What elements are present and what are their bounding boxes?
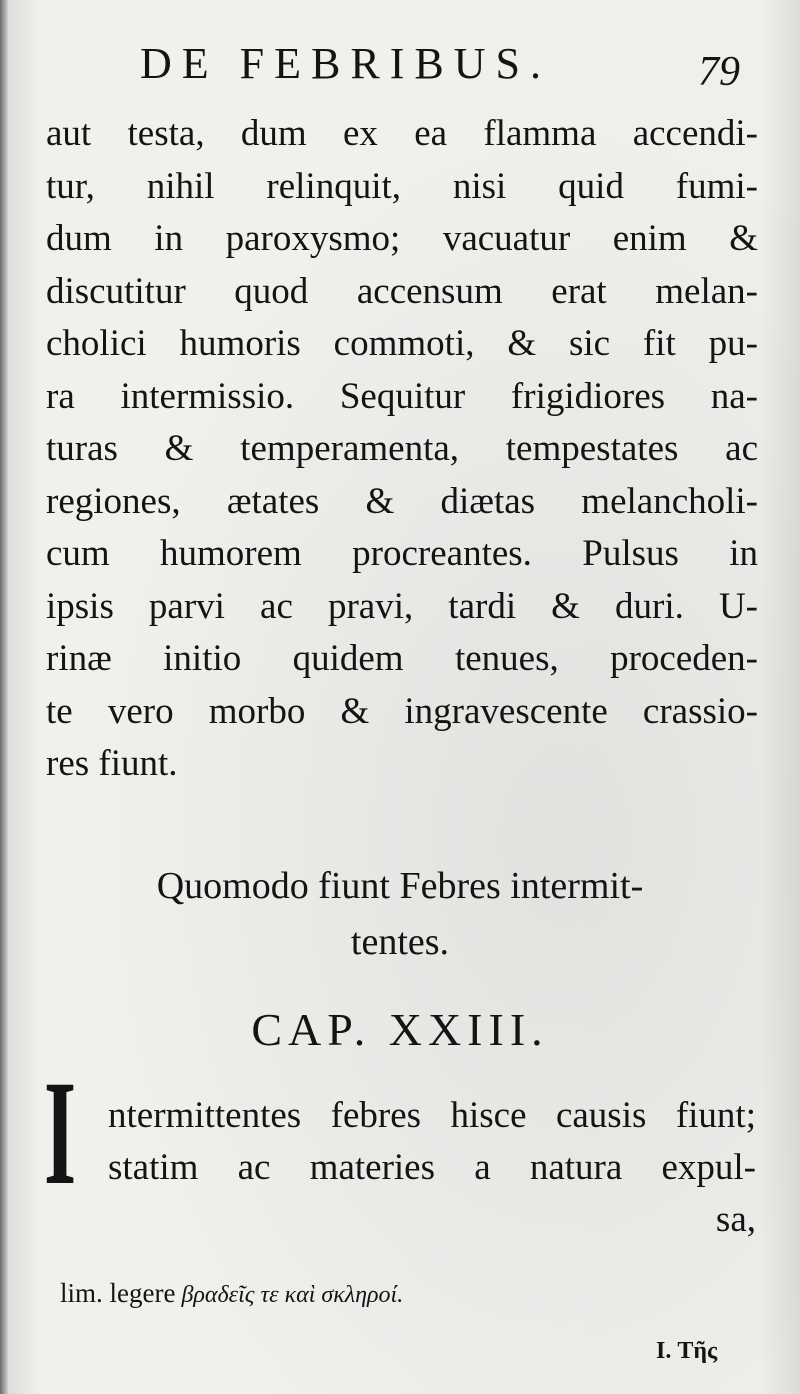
running-title: DE FEBRIBUS. [140, 39, 551, 88]
text-line: regiones, ætates & diætas melancholi- [46, 480, 758, 522]
text-line: rinæ initio quidem tenues, proceden- [46, 638, 758, 679]
footnote [60, 1278, 760, 1309]
drop-cap: I [44, 1050, 77, 1216]
text-line: aut testa, dum ex ea flamma accendi- [46, 113, 758, 154]
text-line: sa, [715, 1199, 756, 1240]
text-line: te vero morbo & ingravescente crassio- [46, 690, 758, 732]
body-paragraph [46, 108, 758, 791]
text-line: ipsis parvi ac pravi, tardi & duri. U- [46, 585, 758, 627]
chapter-paragraph [108, 1090, 756, 1246]
chapter-heading: CAP. XXIII. [251, 1004, 549, 1055]
text-line: cum humorem procreantes. Pulsus in [46, 533, 758, 574]
section-title-line: Quomodo fiunt Febres intermit- [156, 865, 644, 907]
page-number: 79 [698, 49, 740, 95]
catchword: I. Τῆς [656, 1338, 718, 1364]
text-line: cholici humoris commoti, & sic fit pu- [46, 323, 758, 364]
footnote-greek: βραδεῖς τε καὶ σκληροί. [181, 1282, 404, 1308]
text-line: turas & temperamenta, tempestates ac [46, 428, 758, 469]
section-title-line: tentes. [350, 921, 450, 963]
text-line: ntermittentes febres hisce causis fiunt; [108, 1095, 756, 1136]
page-edge-shadow [0, 0, 8, 1394]
footnote-text: lim. legere [60, 1278, 176, 1308]
text-line: dum in paroxysmo; vacuatur enim & [46, 218, 758, 259]
text-line: discutitur quod accensum erat melan- [46, 270, 758, 312]
text-line: statim ac materies a natura expul- [108, 1147, 756, 1188]
text-line: ra intermissio. Sequitur frigidiores na- [46, 375, 758, 417]
section-title [0, 858, 800, 970]
text-line: res fiunt. [46, 743, 178, 784]
text-line: tur, nihil relinquit, nisi quid fumi- [46, 165, 758, 207]
